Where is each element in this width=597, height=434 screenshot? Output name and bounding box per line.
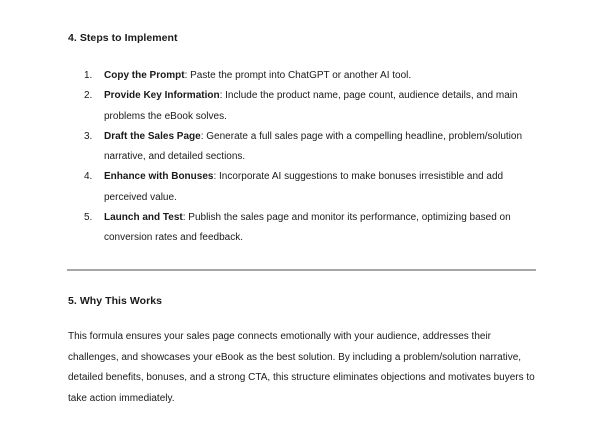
steps-list bbox=[80, 66, 530, 249]
list-item-number: 4. bbox=[84, 171, 93, 183]
list-item-term: Provide Key Information bbox=[104, 90, 220, 102]
list-item-number: 3. bbox=[84, 130, 93, 142]
list-item-number: 2. bbox=[84, 90, 93, 102]
section-heading-why: 5. Why This Works bbox=[68, 295, 163, 307]
list-item-term: Draft the Sales Page bbox=[104, 130, 201, 142]
list-item-text: : Generate a full sales page with a compelling headline, problem/solution narrative, and detailed sections. bbox=[104, 130, 523, 163]
list-item bbox=[80, 208, 530, 249]
list-item-term: Enhance with Bonuses bbox=[104, 171, 214, 183]
list-item-term: Copy the Prompt bbox=[104, 70, 185, 81]
list-item-term: Launch and Test bbox=[104, 212, 183, 224]
horizontal-divider bbox=[67, 269, 536, 271]
list-item-number: 1. bbox=[84, 70, 93, 81]
list-item-text: : Publish the sales page and monitor its performance, optimizing based on conversion rates and feedback. bbox=[104, 212, 511, 244]
list-item-number: 5. bbox=[84, 212, 93, 224]
list-item bbox=[80, 127, 530, 168]
section-heading-steps: 4. Steps to Implement bbox=[68, 32, 178, 44]
list-item-text: : Paste the prompt into ChatGPT or another AI tool. bbox=[184, 70, 412, 81]
list-item-text: : Incorporate AI suggestions to make bonuses irresistible and add perceived value. bbox=[104, 171, 504, 203]
list-item bbox=[80, 66, 530, 86]
body-paragraph: This formula ensures your sales page connects emotionally with your audience, addresses their challenges, and showcases your eBook as the best solution. By including a problem/solution narrative, detailed benefits, bonuses, and a strong CTA, this structure eliminates objections and motivates buyers to take action immediately. bbox=[68, 331, 535, 404]
list-item bbox=[80, 86, 530, 127]
list-item-text: : Include the product name, page count, audience details, and main problems the eBook solves. bbox=[104, 90, 518, 122]
list-item bbox=[80, 167, 530, 208]
